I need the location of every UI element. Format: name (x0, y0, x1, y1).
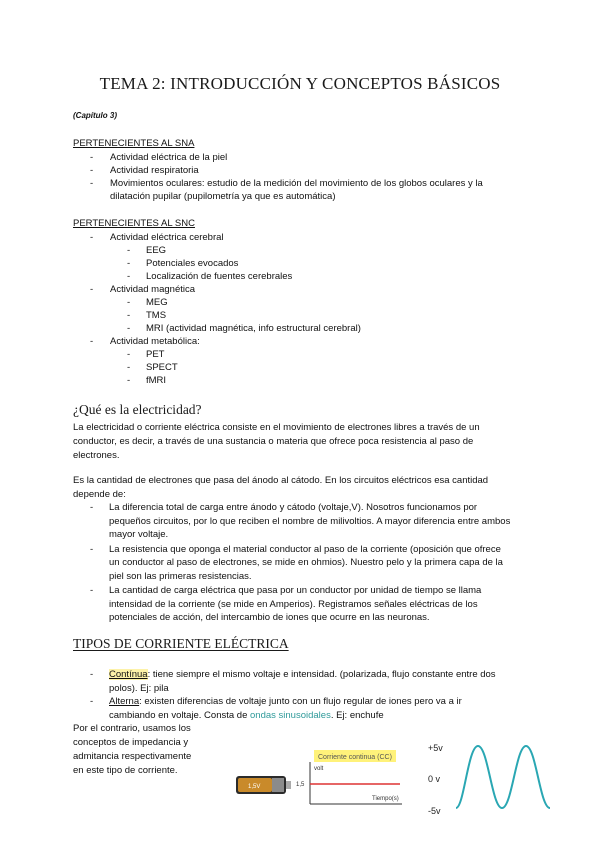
y-value-label: 1,5 (296, 782, 305, 788)
sub-list-item: - EEG (73, 244, 513, 257)
current-types-list (73, 668, 505, 722)
alterna-tail: . Ej: enchufe (330, 709, 384, 721)
list-item: - Actividad metabólica: (73, 335, 513, 348)
list-item: - La diferencia total de carga entre ánodo y cátodo (voltaje,V). Nosotros funcionamos por pequeños circuitos, por lo que reciben el nombre de milivoltios. A mayor diferencia entre ambos mayor voltaje. (73, 501, 513, 542)
sine-wave (456, 746, 550, 808)
tick-label-plus5: +5v (428, 743, 443, 753)
ac-sine-graph (420, 740, 560, 820)
list-item: - La cantidad de carga eléctrica que pasa por un conductor por unidad de tiempo se llama intensidad de la corriente (se mide en Amperios). Registramos señales eléctricas de los potenciales de acción, del intercambio de iones que ocurre en las neuronas. (73, 584, 513, 625)
battery-illustration (234, 770, 296, 800)
list-item-continua (73, 668, 505, 695)
sub-list-item: - SPECT (73, 361, 513, 374)
sub-list-item: - MRI (actividad magnética, info estructural cerebral) (73, 322, 513, 335)
sub-list-item: - MEG (73, 296, 513, 309)
x-axis-label: Tiempo(s) (372, 796, 399, 802)
tick-label-minus5: -5v (428, 806, 441, 816)
list-item: - Actividad eléctrica cerebral (73, 231, 513, 244)
electricity-heading: ¿Qué es la electricidad? (73, 402, 202, 417)
sub-list-item: - PET (73, 348, 513, 361)
sinusoidal-link[interactable]: ondas sinusoidales (250, 709, 331, 721)
list-item: - Actividad magnética (73, 283, 513, 296)
impedance-paragraph: Por el contrario, usamos los conceptos de impedancia y admitancia respectivamente en este tipo de corriente. (73, 723, 192, 776)
snc-list (73, 231, 513, 387)
continua-term: Contínua (109, 669, 148, 680)
sna-heading: PERTENECIENTES AL SNA (73, 138, 195, 149)
tick-label-zero: 0 v (428, 774, 441, 784)
continua-text: : tiene siempre el mismo voltaje e intensidad. (polarizada, flujo constante entre dos polos). Ej: pila (109, 669, 496, 694)
list-item-alterna (73, 695, 505, 722)
electricity-factors-list (73, 501, 513, 625)
list-item: - Movimientos oculares: estudio de la medición del movimiento de los globos oculares y la dilatación pupilar (pupilometría ya que es automática) (73, 177, 513, 203)
battery-label: 1,5V (248, 784, 261, 790)
sub-list-item: - fMRI (73, 374, 513, 387)
sna-list (73, 151, 513, 203)
list-item: - La resistencia que oponga el material conductor al paso de la corriente (oposición que ofrece un conductor al paso de electrones, se mide en ohmios). Nuestro pelo y la primera capa de la piel son las primeras resistencias. (73, 543, 513, 584)
alterna-text: : existen diferencias de voltaje junto con un flujo regular de iones pero va a ir cambiando en voltaje. Consta de (109, 696, 462, 721)
alterna-term: Alterna (109, 696, 140, 707)
list-item: - Actividad respiratoria (73, 164, 513, 177)
current-types-heading: TIPOS DE CORRIENTE ELÉCTRICA (73, 636, 289, 651)
dc-title: Corriente continua (CC) (318, 754, 392, 761)
y-axis-label: volt (314, 766, 324, 772)
sub-list-item: - Potenciales evocados (73, 257, 513, 270)
chapter-note: (Capítulo 3) (73, 111, 117, 120)
sub-list-item: - Localización de fuentes cerebrales (73, 270, 513, 283)
list-item: - Actividad eléctrica de la piel (73, 151, 513, 164)
sub-list-item: - TMS (73, 309, 513, 322)
electricity-paragraph-1: La electricidad o corriente eléctrica consiste en el movimiento de electrones libres a través de un conductor, es decir, a través de una sustancia o materia que ofrece poca resistencia al paso de electrones. (73, 422, 480, 461)
snc-heading: PERTENECIENTES AL SNC (73, 218, 195, 229)
electricity-paragraph-2: Es la cantidad de electrones que pasa del ánodo al cátodo. En los circuitos eléctricos esa cantidad depende de: (73, 475, 489, 500)
page-title: TEMA 2: INTRODUCCIÓN Y CONCEPTOS BÁSICOS (99, 74, 501, 93)
